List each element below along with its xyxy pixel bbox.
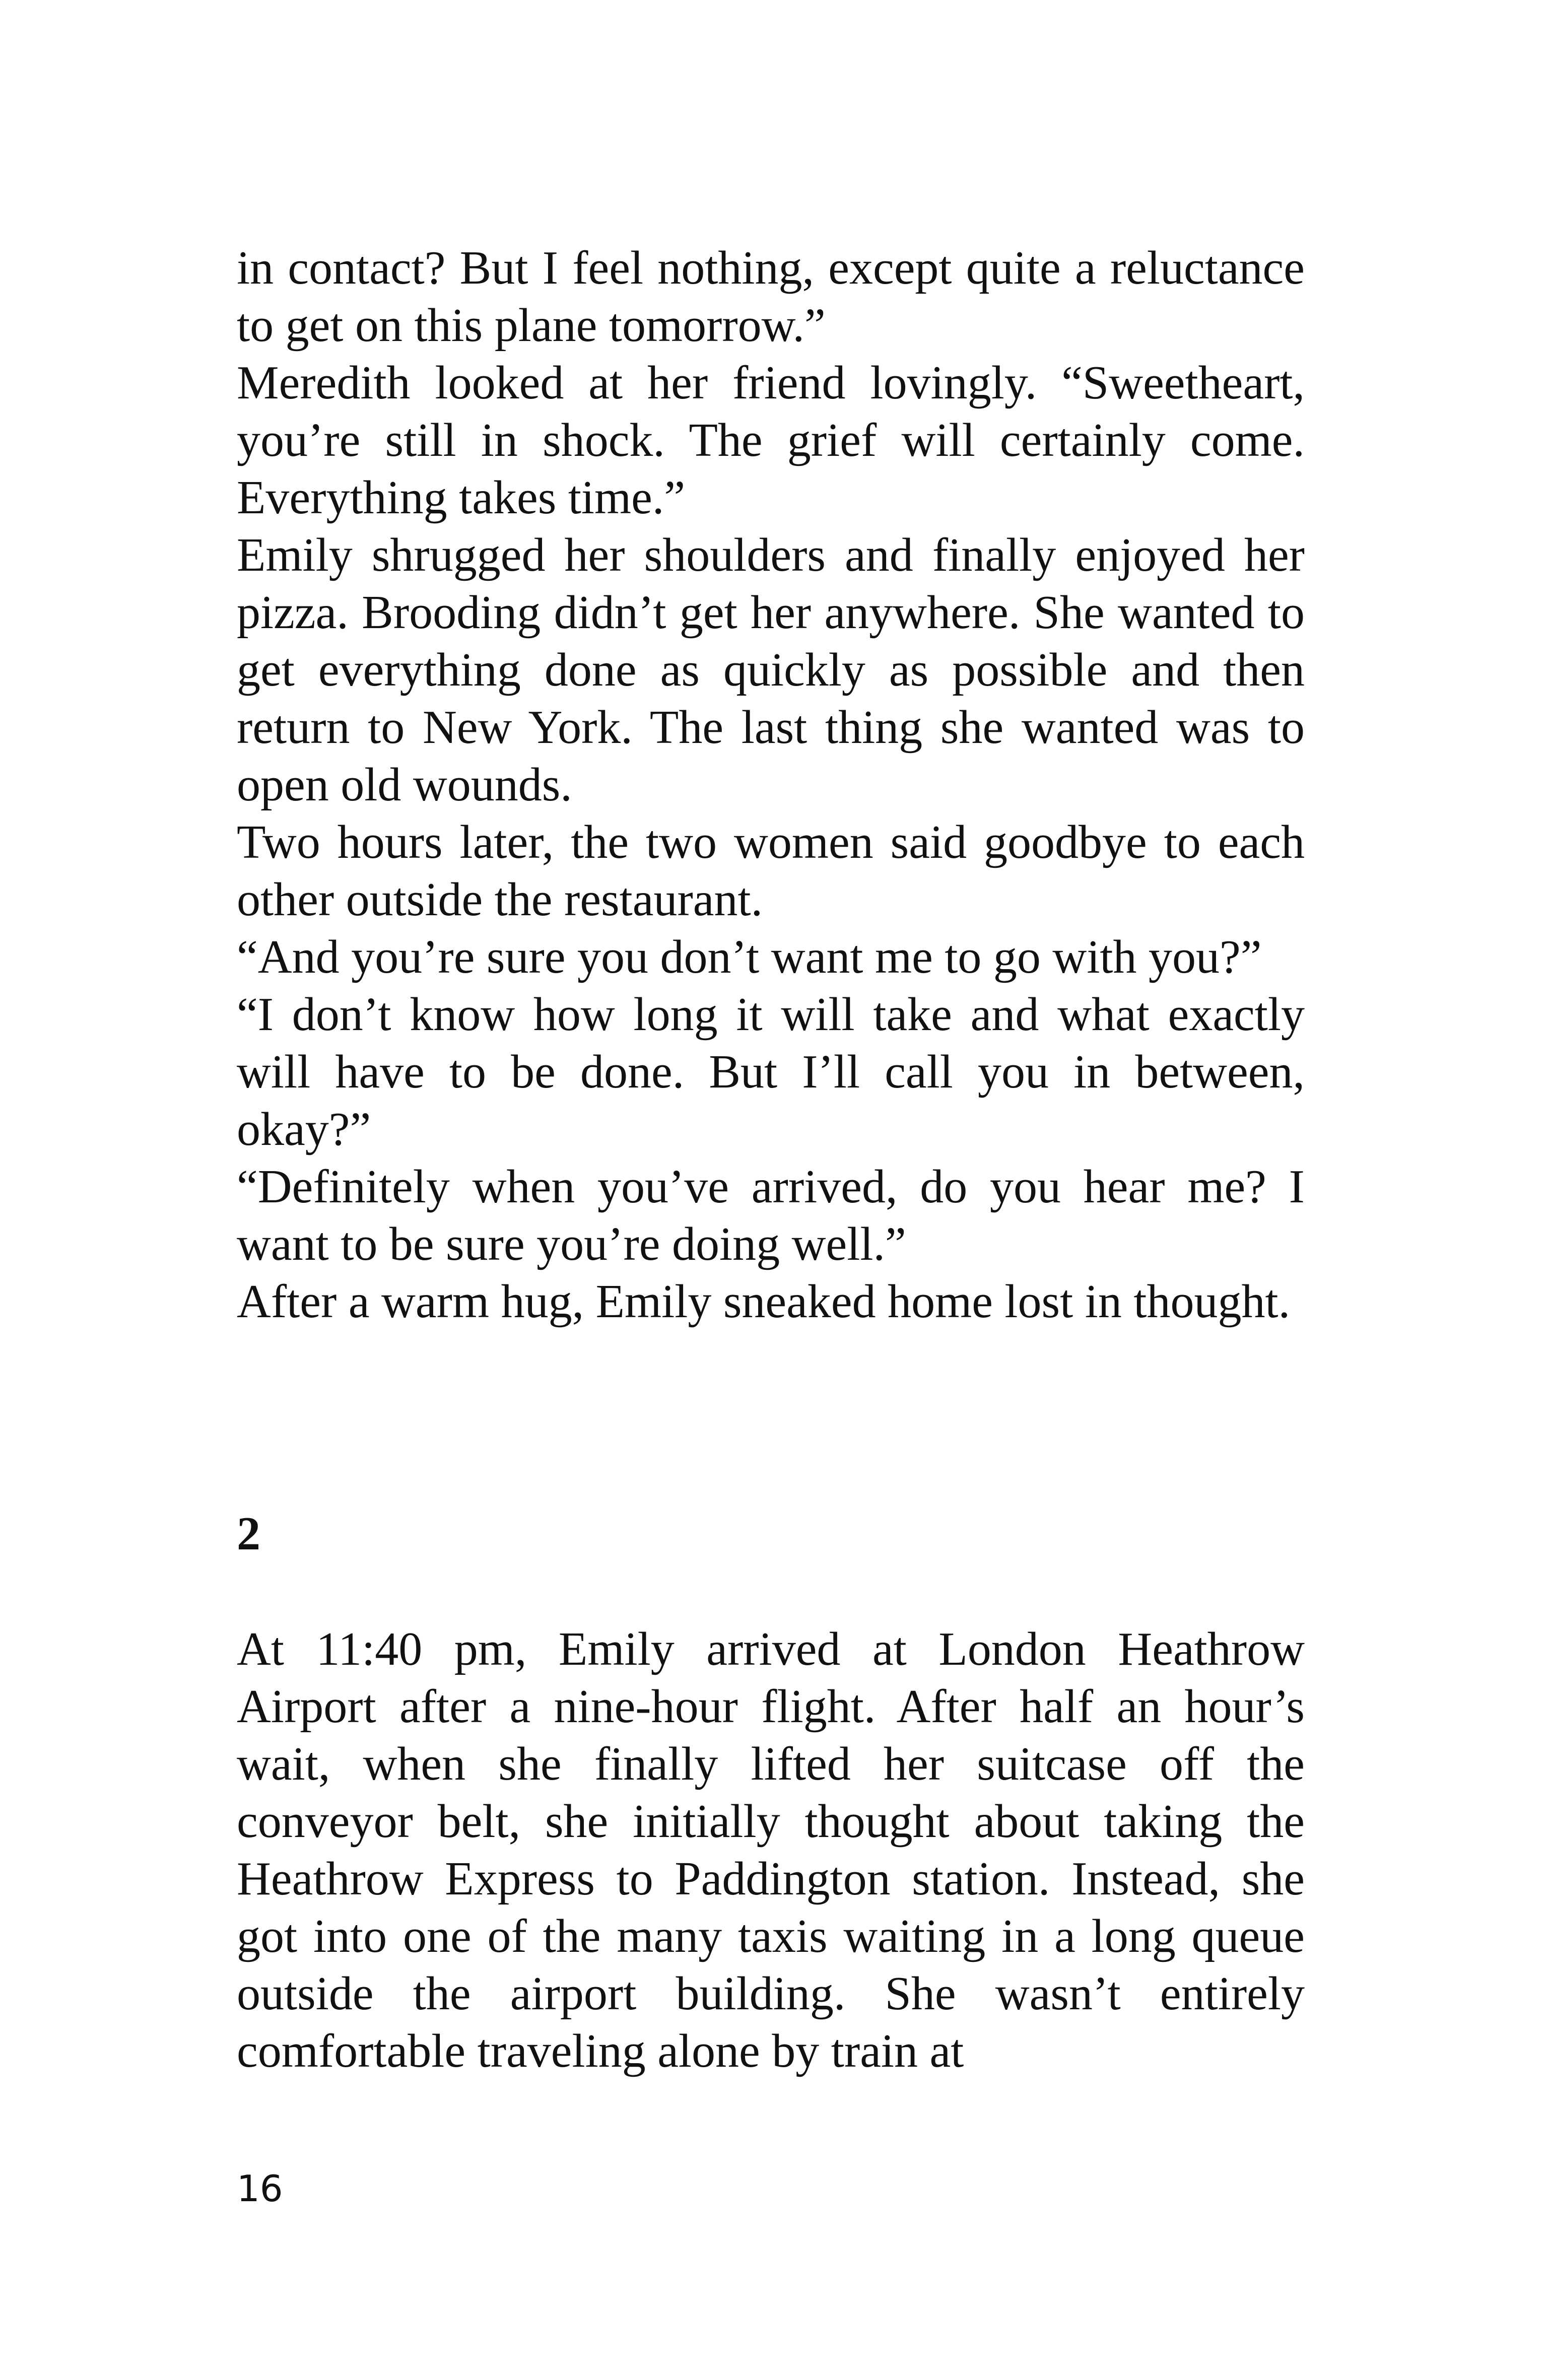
- paragraph: Emily shrugged her shoulders and finally enjoyed her pizza. Brooding didn’t get her anywhere. She wanted to get everything done as quickly as possible and then return to New York. The last thing she wanted was to open old wounds.: [237, 529, 1305, 811]
- paragraph: “I don’t know how long it will take and what exactly will have to be done. But I’ll call you in between, okay?”: [237, 988, 1305, 1155]
- text-section-chapter-body: [237, 1620, 1305, 2080]
- text-section-before-chapter: [237, 239, 1305, 1330]
- paragraph: After a warm hug, Emily sneaked home lost in thought.: [237, 1275, 1291, 1328]
- page-number: 16: [237, 2167, 283, 2210]
- paragraph: Meredith looked at her friend lovingly. “Sweetheart, you’re still in shock. The grief will certainly come. Everything takes time.”: [237, 357, 1305, 524]
- chapter-heading: 2: [237, 1508, 260, 1560]
- paragraph: At 11:40 pm, Emily arrived at London Heathrow Airport after a nine-hour flight. After half an hour’s wait, when she finally lifted her suitcase off the conveyor belt, she initially thought about taking the Heathrow Express to Paddington station. Instead, she got into one of the many taxis waiting in a long queue outside the airport building. She wasn’t entirely comfortable traveling alone by train at: [237, 1623, 1305, 2077]
- paragraph: Two hours later, the two women said goodbye to each other outside the restaurant.: [237, 816, 1305, 926]
- paragraph: “And you’re sure you don’t want me to go with you?”: [237, 931, 1262, 983]
- paragraph: “Definitely when you’ve arrived, do you hear me? I want to be sure you’re doing well.”: [237, 1161, 1305, 1270]
- paragraph: in contact? But I feel nothing, except quite a reluctance to get on this plane tomorrow.”: [237, 242, 1305, 352]
